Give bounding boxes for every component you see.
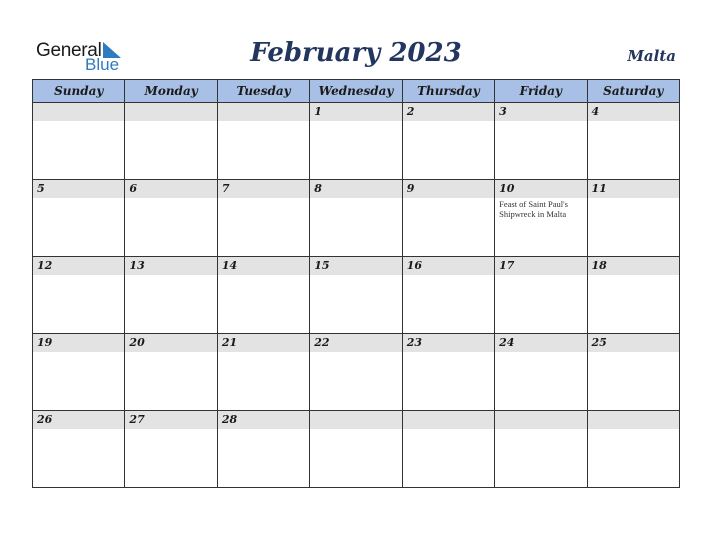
logo-text-general: General xyxy=(36,40,102,61)
day-cell xyxy=(495,103,587,180)
country-label: Malta xyxy=(627,47,676,65)
week-row xyxy=(33,103,680,180)
day-cell xyxy=(33,257,125,334)
holiday-event: Feast of Saint Paul's Shipwreck in Malta xyxy=(499,199,568,219)
day-number xyxy=(33,103,124,121)
day-cell xyxy=(587,257,679,334)
logo-text-blue: Blue xyxy=(85,55,120,74)
day-number: 2 xyxy=(403,103,494,121)
weekday-header: Monday xyxy=(125,80,217,103)
day-cell xyxy=(310,180,402,257)
day-cell xyxy=(402,180,494,257)
day-number: 11 xyxy=(588,180,679,198)
day-cell xyxy=(587,334,679,411)
day-cell xyxy=(125,257,217,334)
week-row xyxy=(33,334,680,411)
day-number: 14 xyxy=(218,257,309,275)
day-number xyxy=(125,103,216,121)
day-number: 23 xyxy=(403,334,494,352)
weekday-header-row xyxy=(33,80,680,103)
day-number: 12 xyxy=(33,257,124,275)
day-cell xyxy=(33,180,125,257)
weekday-header: Tuesday xyxy=(217,80,309,103)
day-cell xyxy=(310,334,402,411)
day-cell xyxy=(125,180,217,257)
day-number: 21 xyxy=(218,334,309,352)
day-number: 9 xyxy=(403,180,494,198)
day-number xyxy=(588,411,679,429)
day-cell xyxy=(402,257,494,334)
day-number xyxy=(403,411,494,429)
weekday-header: Wednesday xyxy=(310,80,402,103)
day-number: 5 xyxy=(33,180,124,198)
day-cell xyxy=(402,334,494,411)
day-cell xyxy=(33,411,125,488)
weekday-header: Saturday xyxy=(587,80,679,103)
day-number xyxy=(218,103,309,121)
day-cell xyxy=(217,334,309,411)
day-cell xyxy=(217,411,309,488)
day-number: 7 xyxy=(218,180,309,198)
day-cell xyxy=(587,411,679,488)
day-number: 25 xyxy=(588,334,679,352)
day-cell xyxy=(125,103,217,180)
calendar-grid xyxy=(32,79,680,488)
day-cell xyxy=(310,257,402,334)
week-row xyxy=(33,411,680,488)
day-cell xyxy=(125,411,217,488)
day-number: 16 xyxy=(403,257,494,275)
day-cell xyxy=(125,334,217,411)
day-cell xyxy=(495,257,587,334)
week-row xyxy=(33,257,680,334)
day-cell xyxy=(310,411,402,488)
day-number: 19 xyxy=(33,334,124,352)
day-number: 17 xyxy=(495,257,586,275)
day-cell xyxy=(495,334,587,411)
calendar-title: February 2023 xyxy=(250,38,462,68)
day-cell xyxy=(217,180,309,257)
day-number: 27 xyxy=(125,411,216,429)
day-cell xyxy=(402,411,494,488)
day-number xyxy=(495,411,586,429)
day-number: 24 xyxy=(495,334,586,352)
day-cell xyxy=(217,257,309,334)
day-number: 1 xyxy=(310,103,401,121)
day-number: 28 xyxy=(218,411,309,429)
weekday-header: Friday xyxy=(495,80,587,103)
day-cell xyxy=(217,103,309,180)
day-cell xyxy=(587,103,679,180)
day-number: 22 xyxy=(310,334,401,352)
week-row xyxy=(33,180,680,257)
day-cell xyxy=(310,103,402,180)
day-number: 13 xyxy=(125,257,216,275)
day-number: 10 xyxy=(495,180,586,198)
day-number: 3 xyxy=(495,103,586,121)
day-cell xyxy=(587,180,679,257)
day-number: 26 xyxy=(33,411,124,429)
day-cell xyxy=(33,334,125,411)
day-number xyxy=(310,411,401,429)
day-cell xyxy=(33,103,125,180)
day-number: 4 xyxy=(588,103,679,121)
day-number: 15 xyxy=(310,257,401,275)
day-cell xyxy=(495,411,587,488)
weekday-header: Thursday xyxy=(402,80,494,103)
day-number: 6 xyxy=(125,180,216,198)
day-number: 18 xyxy=(588,257,679,275)
day-cell xyxy=(495,180,587,257)
day-number: 8 xyxy=(310,180,401,198)
day-cell xyxy=(402,103,494,180)
day-number: 20 xyxy=(125,334,216,352)
weekday-header: Sunday xyxy=(33,80,125,103)
